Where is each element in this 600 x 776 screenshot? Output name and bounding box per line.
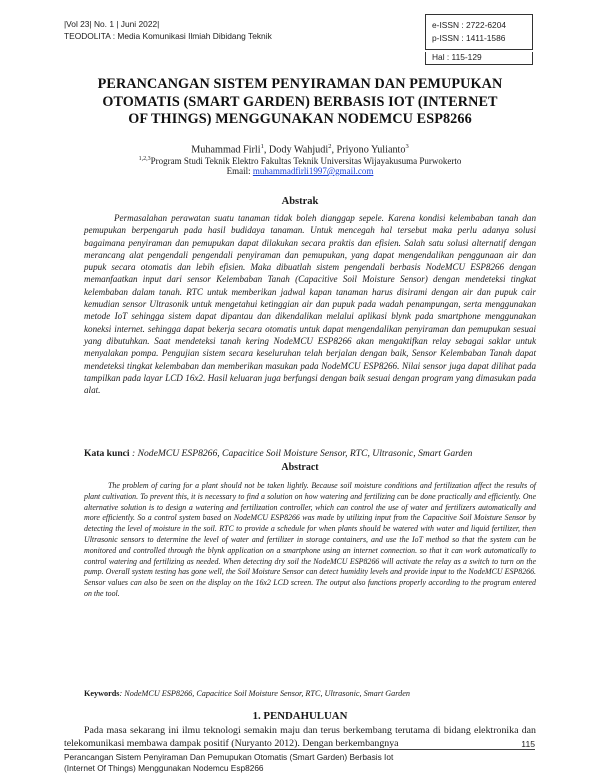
title-line-3: OF THINGS) MENGGUNAKAN NODEMCU ESP8266 [128,111,472,127]
author-3: , Priyono Yulianto [331,144,406,156]
title-line-2: OTOMATIS (SMART GARDEN) BERBASIS IOT (INTERNET [102,93,498,110]
abstract-body: The problem of caring for a plant should not be taken lightly. Because soil moisture conditions and fertilization affect the results of plant cultivation. To prevent this, it is necessary to find a solution on how watering and fertilizing can be done practically and efficiently. One alternative solution is to design a watering and fertilization controller, which can control the use of water and fertilizers automatically and more efficiently. So a control system based on NodeMCU ESP8266 was made by utilizing input from the Capacitive Soil Moisture Sensor by detecting the level of moisture in the soil. RTC to provide a schedule for when plants should be watered with water and liquid fertilizer, then Ultrasonic sensors to determine the level of water and fertilizer in storage containers, and use the IoT method so that the system can be monitored and controlled through the blynk application on a smartphone using an internet connection. so that it can work automatically to control watering and fertilizing as needed. When detecting dry soil the NodeMCU ESP8266 will activate the relay as a switch to turn on the pump. Overall system testing has gone well, the Soil Moisture Sensor can detect humidity levels and provide input to the NodeMCU ESP8266. Sensor values can also be seen on the display on the 16x2 LCD screen. The output also functions properly according to the program entered on the tool. [84,481,536,598]
eissn: e-ISSN : 2722-6204 [432,20,507,30]
pissn: p-ISSN : 1411-1586 [432,32,506,43]
abstrak-text [84,212,536,396]
email-line [64,165,536,177]
abstrak-body: Permasalahan perawatan suatu tanaman tidak boleh dianggap sepele. Karena kondisi kelembaban tanah dan pemupukan berpengaruh pada hasil budidaya tanaman. Untuk mencegah hal tersebut maka perlu adanya solusi bagaimana penyiraman dan pemupukan dapat dilakukan secara praktis dan efisien. Salah satu solusi alternatif dengan merancang alat pengendali pengendali penyiraman dan pemupukan, yang dapat mengendalikan penggunaan air dan pupuk secara otomatis dan lebih efisien. Maka dibuatlah sistem pengendali berbasis NodeMCU ESP8266 dengan memanfaatkan input dari sensor Kelembaban Tanah (Capacitive Soil Moisture Sensor) dengan mendeteksi tingkat kelembaban dalam tanah. RTC untuk memberikan jadwal kapan tanaman harus disirami dengan air dan pupuk cair kemudian sensor Ultrasonik untuk mengetahui ketinggian air dan pupuk pada wadah penampungan, serta menggunakan metode IoT sehingga sistem dapat dipantau dan dikendalikan melalui aplikasi blynk pada smartphone menggunakan koneksi internet. sehingga dapat bekerja secara otomatis untuk dapat mengendalikan penyiraman dan pemupukan sesuai yang dibutuhkan. Saat mendeteksi tanah kering NodeMCU ESP8266 akan mengaktifkan relay sebagai saklar untuk menyalakan pompa. Pengujian sistem secara keseluruhan telah berjalan dengan baik, Sensor Kelembaban Tanah dapat mendeteksi tingkat kelembaban dan memberikan masukan pada NodeMCU ESP8266. Nilai sensor juga dapat dilihat pada tampilkan pada layar LCD 16x2. Hasil keluaran juga berfungsi dengan baik sesuai dengan program yang dimasukan pada alat. [84,213,536,396]
footer-line-2: (Internet Of Things) Menggunakan Nodemcu Esp8266 [64,763,264,774]
title-line-1: PERANCANGAN SISTEM PENYIRAMAN DAN PEMUPUKAN [97,76,503,92]
kata-kunci [84,448,536,460]
page-number: 115 [521,739,535,749]
paper-title [64,76,536,129]
author-2-sup: 2 [328,143,332,150]
abstrak-heading: Abstrak [281,196,319,207]
kata-kunci-values: : NodeMCU ESP8266, Capacitice Soil Moisture Sensor, RTC, Ultrasonic, Smart Garden [129,448,473,459]
kata-kunci-label: Kata kunci [84,448,130,459]
page-range: Hal : 115-129 [425,52,533,65]
abstract-heading: Abstract [281,462,319,473]
journal-header [64,19,272,42]
keywords [84,688,536,699]
footer-line-1: Perancangan Sistem Penyiraman Dan Pemupukan Otomatis (Smart Garden) Berbasis Iot [64,752,394,762]
journal-name: TEODOLITA : Media Komunikasi Ilmiah Dibidang Teknik [64,30,272,41]
affiliation-sup: 1,2,3 [138,156,151,162]
abstract-text [84,481,536,600]
running-footer [64,752,494,775]
affiliation-text: Program Studi Teknik Elektro Fakultas Teknik Universitas Wijayakusuma Purwokerto [150,156,462,166]
keywords-values: : NodeMCU ESP8266, Capacitice Soil Moisture Sensor, RTC, Ultrasonic, Smart Garden [119,689,410,698]
author-1: Muhammad Firli [191,144,261,156]
author-1-sup: 1 [260,143,264,150]
volume-line: |Vol 23| No. 1 | Juni 2022| [64,19,160,29]
keywords-label: Keywords [84,689,120,698]
section-body [64,724,536,750]
email-label: Email: [226,166,253,176]
author-2: , Dody Wahjudi [263,144,329,156]
footer-divider [64,749,535,750]
issn-box [425,14,533,50]
section-heading-pendahuluan: 1. PENDAHULUAN [252,710,348,722]
email-link[interactable]: muhammadfirli1997@gmail.com [252,166,374,176]
author-3-sup: 3 [405,143,409,150]
section-body-text: Pada masa sekarang ini ilmu teknologi semakin maju dan terus berkembang terutama di bidang elektronika dan telekomunikasi membawa dampak positif (Nuryanto 2012). Dengan berkembangnya [64,725,536,750]
